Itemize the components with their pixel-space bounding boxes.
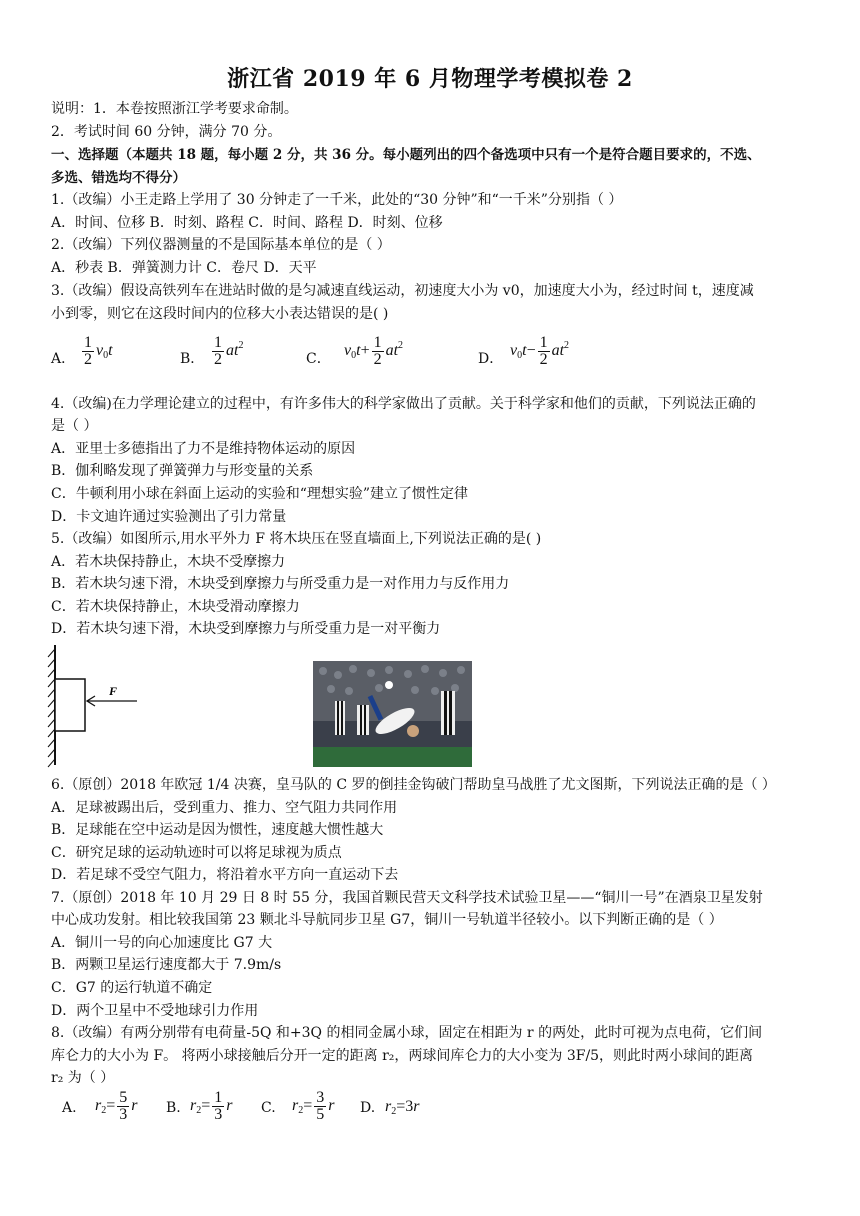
wall-block-diagram — [45, 643, 145, 768]
section-heading-line-2: 多选、错选均不得分） — [51, 170, 186, 186]
q7-option-d: D．两个卫星中不受地球引力作用 — [51, 1003, 259, 1019]
q8-option-b-label: B. — [166, 1100, 181, 1116]
q3-option-c-label: C． — [306, 351, 331, 367]
q6-option-a: A．足球被踢出后，受到重力、推力、空气阻力共同作用 — [51, 800, 398, 816]
q6-option-b: B．足球能在空中运动是因为惯性，速度越大惯性越大 — [51, 822, 384, 838]
intro-line-2: 2．考试时间 60 分钟，满分 70 分。 — [51, 124, 282, 140]
q8-option-d-formula: $r_2=3r$ — [385, 1098, 420, 1117]
q3-option-c-formula: $v_0t+$ $\frac{1}{2}$ $at^2$ — [344, 334, 404, 368]
q5-option-b: B．若木块匀速下滑，木块受到摩擦力与所受重力是一对作用力与反作用力 — [51, 576, 510, 592]
q8-stem-line-1: 8.（改编）有两分别带有电荷量-5Q 和+3Q 的相同金属小球，固定在相距为 r 的两处，此时可视为点电荷，它们间 — [51, 1025, 763, 1041]
q7-stem-line-1: 7.（原创）2018 年 10 月 29 日 8 时 55 分，我国首颗民营天文科学技术试验卫星——“铜川一号”在酒泉卫星发射 — [51, 890, 763, 906]
q5-stem: 5.（改编）如图所示,用水平外力 F 将木块压在竖直墙面上,下列说法正确的是( ) — [51, 531, 542, 547]
q8-option-b-formula: $r_2=$ $\frac{1}{3}$ r — [190, 1089, 233, 1123]
wooden-block — [55, 679, 85, 731]
q4-option-c: C．牛顿利用小球在斜面上运动的实验和“理想实验”建立了惯性定律 — [51, 486, 469, 502]
q8-stem-line-3: r₂ 为（ ） — [51, 1070, 115, 1086]
q3-option-b-label: B． — [180, 351, 205, 367]
q7-option-b: B．两颗卫星运行速度都大于 7.9m/s — [51, 957, 282, 973]
q3-option-d-label: D． — [478, 351, 504, 367]
q4-stem-line-2: 是（ ） — [51, 418, 98, 434]
q3-option-d-formula: $v_0t-$ $\frac{1}{2}$ $at^2$ — [510, 334, 570, 368]
q2-stem: 2.（改编）下列仪器测量的不是国际基本单位的是（ ） — [51, 237, 391, 253]
section-heading-line-1: 一、选择题（本题共 18 题，每小题 2 分，共 36 分。每小题列出的四个备选项中只有一个是符合题目要求的，不选、 — [51, 147, 761, 163]
football-bicycle-kick-photo — [313, 661, 472, 767]
q3-option-b-formula: $\frac{1}{2}$ $at^2$ — [214, 334, 244, 368]
q3-stem-line-2: 小到零，则它在这段时间内的位移大小表达错误的是( ) — [51, 306, 389, 322]
q1-stem: 1.（改编）小王走路上学用了 30 分钟走了一千米，此处的“30 分钟”和“一千米”分别指（ ） — [51, 192, 623, 208]
q8-option-a-formula: $r_2=$ $\frac{5}{3}$ r — [95, 1089, 138, 1123]
q3-option-a-formula: $\frac{1}{2}$ $v_0t$ — [84, 334, 113, 368]
q8-option-c-label: C. — [261, 1100, 276, 1116]
q7-option-c: C．G7 的运行轨道不确定 — [51, 980, 213, 996]
q8-stem-line-2: 库仑力的大小为 F。 将两小球接触后分开一定的距离 r₂，两球间库仑力的大小变为 3F/5，则此时两小球间的距离 — [51, 1048, 754, 1064]
intro-line-1: 说明：1．本卷按照浙江学考要求命制。 — [51, 101, 298, 117]
q8-option-d-label: D. — [360, 1100, 376, 1116]
q4-option-d: D．卡文迪许通过实验测出了引力常量 — [51, 509, 287, 525]
q1-options: A．时间、位移 B．时刻、路程 C．时间、路程 D．时刻、位移 — [51, 215, 443, 231]
q4-option-a: A．亚里士多德指出了力不是维持物体运动的原因 — [51, 441, 356, 457]
q5-option-d: D．若木块匀速下滑，木块受到摩擦力与所受重力是一对平衡力 — [51, 621, 441, 637]
q8-option-a-label: A. — [62, 1100, 77, 1116]
q8-option-c-formula: $r_2=$ $\frac{3}{5}$ r — [292, 1089, 335, 1123]
force-label: F — [109, 684, 118, 698]
q5-option-c: C．若木块保持静止，木块受滑动摩擦力 — [51, 599, 300, 615]
q4-option-b: B．伽利略发现了弹簧弹力与形变量的关系 — [51, 463, 314, 479]
q5-option-a: A．若木块保持静止，木块不受摩擦力 — [51, 554, 286, 570]
q7-option-a: A．铜川一号的向心加速度比 G7 大 — [51, 935, 273, 951]
q7-stem-line-2: 中心成功发射。相比较我国第 23 颗北斗导航同步卫星 G7，铜川一号轨道半径较小。以下判断正确的是（ ） — [51, 912, 723, 928]
q4-stem-line-1: 4.（改编)在力学理论建立的过程中，有许多伟大的科学家做出了贡献。关于科学家和他们的贡献，下列说法正确的 — [51, 396, 756, 412]
q6-option-d: D．若足球不受空气阻力，将沿着水平方向一直运动下去 — [51, 867, 399, 883]
page-title: 浙江省 2019 年 6 月物理学考模拟卷 2 — [227, 66, 633, 92]
q3-option-a-label: A． — [51, 351, 76, 367]
wall-hatching — [48, 645, 55, 767]
q2-options: A．秒表 B．弹簧测力计 C．卷尺 D．天平 — [51, 260, 317, 276]
q6-stem: 6.（原创）2018 年欧冠 1/4 决赛，皇马队的 C 罗的倒挂金钩破门帮助皇马战胜了尤文图斯，下列说法正确的是（ ） — [51, 777, 776, 793]
q3-stem-line-1: 3.（改编）假设高铁列车在进站时做的是匀减速直线运动，初速度大小为 v0，加速度大小为，经过时间 t，速度减 — [51, 283, 754, 299]
q6-option-c: C．研究足球的运动轨迹时可以将足球视为质点 — [51, 845, 342, 861]
